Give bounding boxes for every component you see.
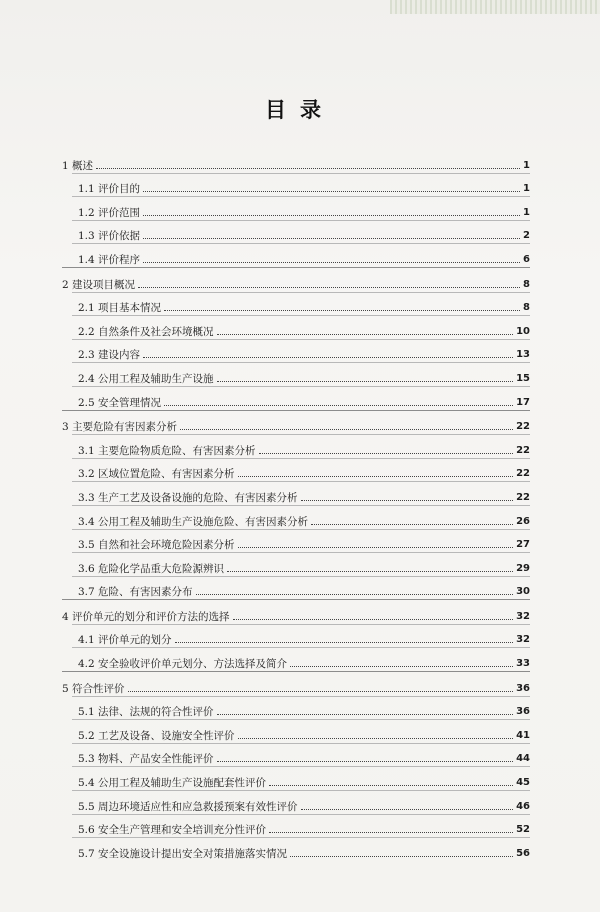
toc-page-number: 30: [516, 586, 530, 598]
toc-entry-label: 3.3 生产工艺及设备设施的危险、有害因素分析: [78, 491, 298, 504]
toc-section-entry: [62, 243, 530, 267]
toc-dot-leader: [269, 784, 513, 786]
toc-page-number: 32: [516, 610, 530, 622]
toc-page-number: 26: [516, 515, 530, 527]
toc-dot-leader: [128, 690, 514, 692]
toc-page-number: 17: [516, 396, 530, 408]
toc-entry-label: 5.2 工艺及设备、设施安全性评价: [78, 729, 235, 742]
toc-page-number: 22: [516, 468, 530, 480]
toc-section-entry: [62, 696, 530, 720]
toc-entry-label: 5.1 法律、法规的符合性评价: [78, 706, 214, 719]
toc-entry-label: 2.4 公用工程及辅助生产设施: [78, 372, 214, 385]
toc-page-number: 15: [516, 372, 530, 384]
toc-section-entry: [62, 837, 530, 861]
toc-dot-leader: [259, 452, 514, 454]
toc-entry-label: 4.2 安全验收评价单元划分、方法选择及简介: [78, 658, 288, 671]
toc-page-number: 8: [523, 302, 530, 314]
toc-page-number: 46: [516, 800, 530, 812]
toc-entry-label: 2.2 自然条件及社会环境概况: [78, 325, 214, 338]
toc-section-entry: [62, 386, 530, 410]
toc-page-number: 10: [516, 325, 530, 337]
toc-section-entry: [62, 624, 530, 648]
toc-dot-leader: [138, 286, 520, 288]
toc-dot-leader: [96, 167, 520, 169]
toc-entry-label: 2.3 建设内容: [78, 349, 141, 362]
toc-entry-label: 1 概述: [62, 159, 94, 172]
toc-entry-label: 2 建设项目概况: [62, 278, 136, 291]
toc-section-entry: [62, 362, 530, 386]
toc-section-entry: [62, 552, 530, 576]
toc-entry-label: 4 评价单元的划分和评价方法的选择: [62, 610, 230, 623]
toc-dot-leader: [143, 356, 513, 358]
toc-entry-label: 5.6 安全生产管理和安全培训充分性评价: [78, 824, 267, 837]
toc-entry-label: 5.5 周边环境适应性和应急救援预案有效性评价: [78, 800, 298, 813]
toc-section-entry: [62, 743, 530, 767]
toc-page-number: 36: [516, 682, 530, 694]
toc-section-entry: [62, 315, 530, 339]
toc-entry-label: 1.3 评价依据: [78, 230, 141, 243]
toc-page-number: 45: [516, 777, 530, 789]
toc-section-entry: [62, 481, 530, 505]
toc-section-entry: [62, 719, 530, 743]
toc-dot-leader: [143, 190, 520, 192]
toc-page-number: 6: [523, 253, 530, 265]
toc-dot-leader: [217, 760, 514, 762]
toc-page-number: 36: [516, 706, 530, 718]
toc-dot-leader: [227, 570, 513, 572]
toc-entry-label: 3.6 危险化学品重大危险源辨识: [78, 562, 225, 575]
toc-section-entry: [62, 576, 530, 600]
toc-page-number: 22: [516, 491, 530, 503]
toc-entry-label: 2.5 安全管理情况: [78, 396, 162, 409]
toc-page-number: 8: [523, 278, 530, 290]
toc-entry-label: 3 主要危险有害因素分析: [62, 421, 178, 434]
toc-section-entry: [62, 173, 530, 197]
toc-entry-label: 3.2 区域位置危险、有害因素分析: [78, 468, 235, 481]
toc-dot-leader: [269, 831, 513, 833]
toc-chapter-entry: [62, 267, 530, 292]
toc-dot-leader: [217, 713, 514, 715]
toc-dot-leader: [180, 428, 513, 430]
toc-dot-leader: [238, 475, 514, 477]
toc-dot-leader: [301, 808, 514, 810]
toc-entry-label: 3.7 危险、有害因素分布: [78, 586, 193, 599]
toc-page-number: 22: [516, 444, 530, 456]
toc-dot-leader: [143, 214, 520, 216]
scan-edge-artifact: [390, 0, 600, 14]
toc-dot-leader: [217, 380, 514, 382]
toc-entry-label: 4.1 评价单元的划分: [78, 634, 172, 647]
toc-dot-leader: [238, 546, 514, 548]
toc-page-number: 33: [516, 658, 530, 670]
toc-dot-leader: [143, 261, 520, 263]
toc-entry-label: 5.7 安全设施设计提出安全对策措施落实情况: [78, 847, 288, 860]
toc-chapter-entry: [62, 410, 530, 435]
toc-page-number: 2: [523, 230, 530, 242]
toc-chapter-entry: [62, 599, 530, 624]
toc-section-entry: [62, 529, 530, 553]
toc-dot-leader: [164, 309, 520, 311]
toc-section-entry: [62, 220, 530, 244]
toc-dot-leader: [238, 737, 514, 739]
toc-dot-leader: [290, 665, 513, 667]
toc-dot-leader: [301, 499, 514, 501]
toc-entry-label: 5.4 公用工程及辅助生产设施配套性评价: [78, 777, 267, 790]
toc-entry-label: 3.5 自然和社会环境危险因素分析: [78, 539, 235, 552]
toc-dot-leader: [311, 523, 513, 525]
toc-page-number: 1: [523, 206, 530, 218]
toc-dot-leader: [217, 333, 514, 335]
toc-entry-label: 1.1 评价目的: [78, 183, 141, 196]
toc-page-number: 27: [516, 539, 530, 551]
toc-entry-label: 1.2 评价范围: [78, 206, 141, 219]
toc-page-number: 29: [516, 562, 530, 574]
toc-dot-leader: [290, 855, 513, 857]
toc-dot-leader: [164, 404, 513, 406]
toc-section-entry: [62, 766, 530, 790]
toc-entry-label: 3.1 主要危险物质危险、有害因素分析: [78, 444, 256, 457]
toc-section-entry: [62, 339, 530, 363]
toc-chapter-entry: [62, 149, 530, 173]
toc-page-number: 1: [523, 183, 530, 195]
toc-page-number: 44: [516, 753, 530, 765]
toc-page-number: 52: [516, 824, 530, 836]
toc-page-number: 32: [516, 634, 530, 646]
toc-entry-label: 5 符合性评价: [62, 682, 125, 695]
toc-dot-leader: [233, 618, 514, 620]
toc-section-entry: [62, 196, 530, 220]
toc-section-entry: [62, 814, 530, 838]
toc-page-number: 1: [523, 159, 530, 171]
toc-dot-leader: [143, 237, 520, 239]
toc-entry-label: 1.4 评价程序: [78, 253, 141, 266]
toc-entry-label: 2.1 项目基本情况: [78, 302, 162, 315]
toc-page-number: 41: [516, 729, 530, 741]
toc-section-entry: [62, 647, 530, 671]
toc-chapter-entry: [62, 671, 530, 696]
toc-page-number: 13: [516, 349, 530, 361]
toc-page-number: 22: [516, 421, 530, 433]
toc-dot-leader: [196, 593, 514, 595]
toc-section-entry: [62, 292, 530, 316]
toc-entry-label: 3.4 公用工程及辅助生产设施危险、有害因素分析: [78, 515, 309, 528]
page-title: 目录: [265, 98, 335, 122]
table-of-contents: [62, 149, 530, 861]
toc-section-entry: [62, 458, 530, 482]
toc-dot-leader: [175, 641, 514, 643]
toc-section-entry: [62, 434, 530, 458]
toc-section-entry: [62, 505, 530, 529]
toc-entry-label: 5.3 物料、产品安全性能评价: [78, 753, 214, 766]
toc-page-number: 56: [516, 847, 530, 859]
toc-section-entry: [62, 790, 530, 814]
